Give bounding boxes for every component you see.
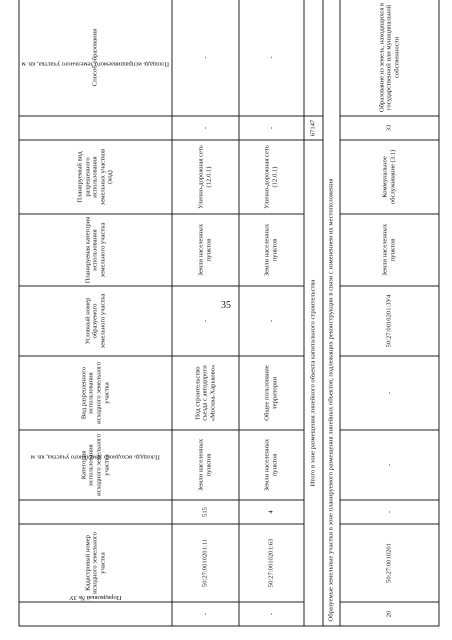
section-title: Образуемые земельные участки в зоне планируемого размещения линейных объектов, подлежащих реконструкции в связи с изменением их местоположения — [323, 0, 340, 626]
cell-category-source: Земли населенных пунктов — [172, 430, 239, 500]
cell-area-source: - — [340, 500, 439, 524]
page-number: 35 — [221, 300, 231, 311]
table-wrapper — [18, 2, 436, 627]
summary-value: 67147 — [304, 116, 323, 140]
cell-method: Образование из земель, находящихся в государственной или муниципальной собственности — [340, 0, 439, 116]
land-plots-table-rotated — [19, 2, 437, 627]
cell-cadastral: 50:27:0010201:11 — [172, 524, 239, 602]
cell-category-source: - — [340, 430, 439, 500]
cell-num: 20 — [340, 602, 439, 626]
cell-category-planned: Земли населенных пунктов — [239, 214, 304, 286]
header-num: Порядковый № ЗУ — [19, 602, 172, 626]
cell-num: - — [172, 602, 239, 626]
cell-category-planned: Земли населенных пунктов — [340, 214, 439, 286]
cell-use-planned: Улично-дорожная сеть (12.0.1) — [172, 140, 239, 214]
cell-area-formed: - — [172, 116, 239, 140]
table-row — [340, 0, 439, 626]
header-method: Способ образования — [19, 0, 172, 116]
table-row — [239, 0, 304, 626]
cell-area-formed: 33 — [340, 116, 439, 140]
cell-use-planned: Коммунальное обслуживание (3.1) — [340, 140, 439, 214]
cell-cond-number: - — [172, 286, 239, 356]
cell-use-source: Общее пользование территории — [239, 356, 304, 430]
land-plots-table — [19, 0, 440, 627]
header-area-source: Площадь исходного земельного участка, кв. м — [19, 500, 172, 524]
cell-method: - — [172, 0, 239, 116]
table-row — [172, 0, 239, 626]
cell-cond-number: 50:27:0010201:ЗУ4 — [340, 286, 439, 356]
cell-method: - — [239, 0, 304, 116]
section-row — [323, 0, 340, 626]
cell-cadastral: 50:27:0010201 — [340, 524, 439, 602]
summary-empty — [304, 0, 323, 116]
cell-use-source: - — [340, 356, 439, 430]
cell-category-planned: Земли населенных пунктов — [172, 214, 239, 286]
header-use-planned: Планируемый вид разрешенного использования земельных участков (код) — [19, 140, 172, 214]
cell-cond-number: - — [239, 286, 304, 356]
header-category-source: Категория использования исходного земельного участка — [19, 430, 172, 500]
cell-area-formed: - — [239, 116, 304, 140]
cell-area-source: 515 — [172, 500, 239, 524]
cell-category-source: Земли населенных пунктов — [239, 430, 304, 500]
header-area-formed: Площадь испрашиваемого земельного участка, кв. м — [19, 116, 172, 140]
header-cond-number: Условный номер образуемого земельного участка — [19, 286, 172, 356]
cell-use-source: Под строительство съезда с автодороги «Москва-Харьково» — [172, 356, 239, 430]
cell-cadastral: 50:27:0010201:63 — [239, 524, 304, 602]
cell-use-planned: Улично-дорожная сеть (12.0.1) — [239, 140, 304, 214]
cell-num: - — [239, 602, 304, 626]
header-cadastral: Кадастровый номер исходного земельного участка — [19, 524, 172, 602]
header-use-source: Вид разрешенного использования исходного земельного участка — [19, 356, 172, 430]
summary-label: Итого в зоне размещения линейного объекта капитального строительства — [304, 140, 323, 626]
header-category-planned: Планируемая категория использования земельного участка — [19, 214, 172, 286]
summary-row — [304, 0, 323, 626]
table-header-row — [19, 0, 172, 626]
cell-area-source: 4 — [239, 500, 304, 524]
